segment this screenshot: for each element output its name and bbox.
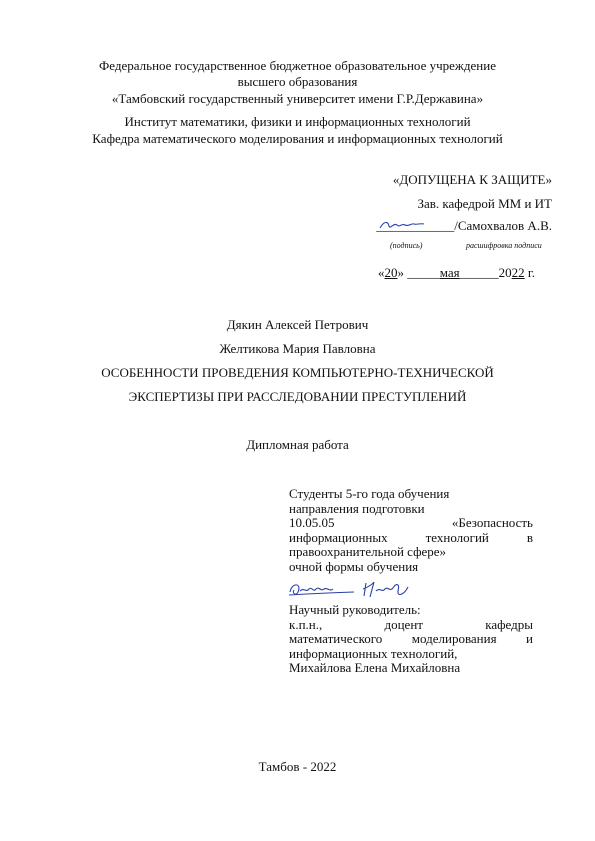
students-line-3: 10.05.05 «Безопасность <box>289 515 533 530</box>
date-quote-close: » <box>397 265 404 280</box>
author-1: Дякин Алексей Петрович <box>226 317 369 332</box>
student-signature-2-icon <box>360 579 412 601</box>
head-signature-icon <box>378 217 426 233</box>
date-month-pre: _____ <box>407 265 440 280</box>
supervisor-line-2: к.п.н., доцент кафедры <box>289 616 533 632</box>
supervisor-line-5: Михайлова Елена Михайловна <box>289 660 461 675</box>
head-name: /Самохвалов А.В. <box>454 218 552 233</box>
thesis-title-line-2: ЭКСПЕРТИЗЫ ПРИ РАССЛЕДОВАНИИ ПРЕСТУПЛЕНИЙ <box>128 389 467 404</box>
students-block <box>289 487 533 574</box>
date-year-b: 22 <box>511 265 525 280</box>
city-year: Тамбов - 2022 <box>258 759 337 774</box>
department-name: Кафедра математического моделирования и информационных технологий <box>92 131 503 146</box>
students-line-4: информационных технологий в <box>289 529 533 545</box>
signature-blank: ____________ <box>376 218 455 233</box>
supervisor-line-1: Научный руководитель: <box>289 602 421 617</box>
approval-date <box>378 265 535 281</box>
students-line-2: направления подготовки <box>289 500 425 516</box>
approval-title: «ДОПУЩЕНА К ЗАЩИТЕ» <box>392 172 552 187</box>
caption-signature: (подпись) <box>390 241 423 250</box>
institution-line-2: высшего образования <box>237 74 358 89</box>
work-type: Дипломная работа <box>246 437 349 452</box>
institution-line-1: Федеральное государственное бюджетное образовательное учреждение <box>99 58 496 73</box>
student-signature-1-icon <box>286 580 358 600</box>
university-name: «Тамбовский государственный университет имени Г.Р.Державина» <box>111 91 484 106</box>
institute-name: Институт математики, физики и информационных технологий <box>124 114 471 129</box>
thesis-title-line-1: ОСОБЕННОСТИ ПРОВЕДЕНИЯ КОМПЬЮТЕРНО-ТЕХНИЧЕСКОЙ <box>101 365 494 380</box>
date-day: 20 <box>384 265 398 280</box>
date-year-a: 20 <box>498 265 512 280</box>
supervisor-line-4: информационных технологий, <box>289 645 458 661</box>
date-month: мая <box>439 265 460 280</box>
students-line-1: Студенты 5-го года обучения <box>289 486 450 501</box>
author-2: Желтикова Мария Павловна <box>219 341 376 356</box>
caption-decode: расшифровка подписи <box>466 241 542 250</box>
students-line-6: очной формы обучения <box>289 558 419 574</box>
date-year-suffix: г. <box>524 265 536 280</box>
date-quote-open: « <box>378 265 385 280</box>
approval-position: Зав. кафедрой ММ и ИТ <box>417 196 552 211</box>
students-line-5: правоохранительной сфере» <box>289 544 447 559</box>
supervisor-line-3: математического моделирования и <box>289 631 533 646</box>
supervisor-block <box>289 603 533 676</box>
date-month-post: ______ <box>459 265 499 280</box>
